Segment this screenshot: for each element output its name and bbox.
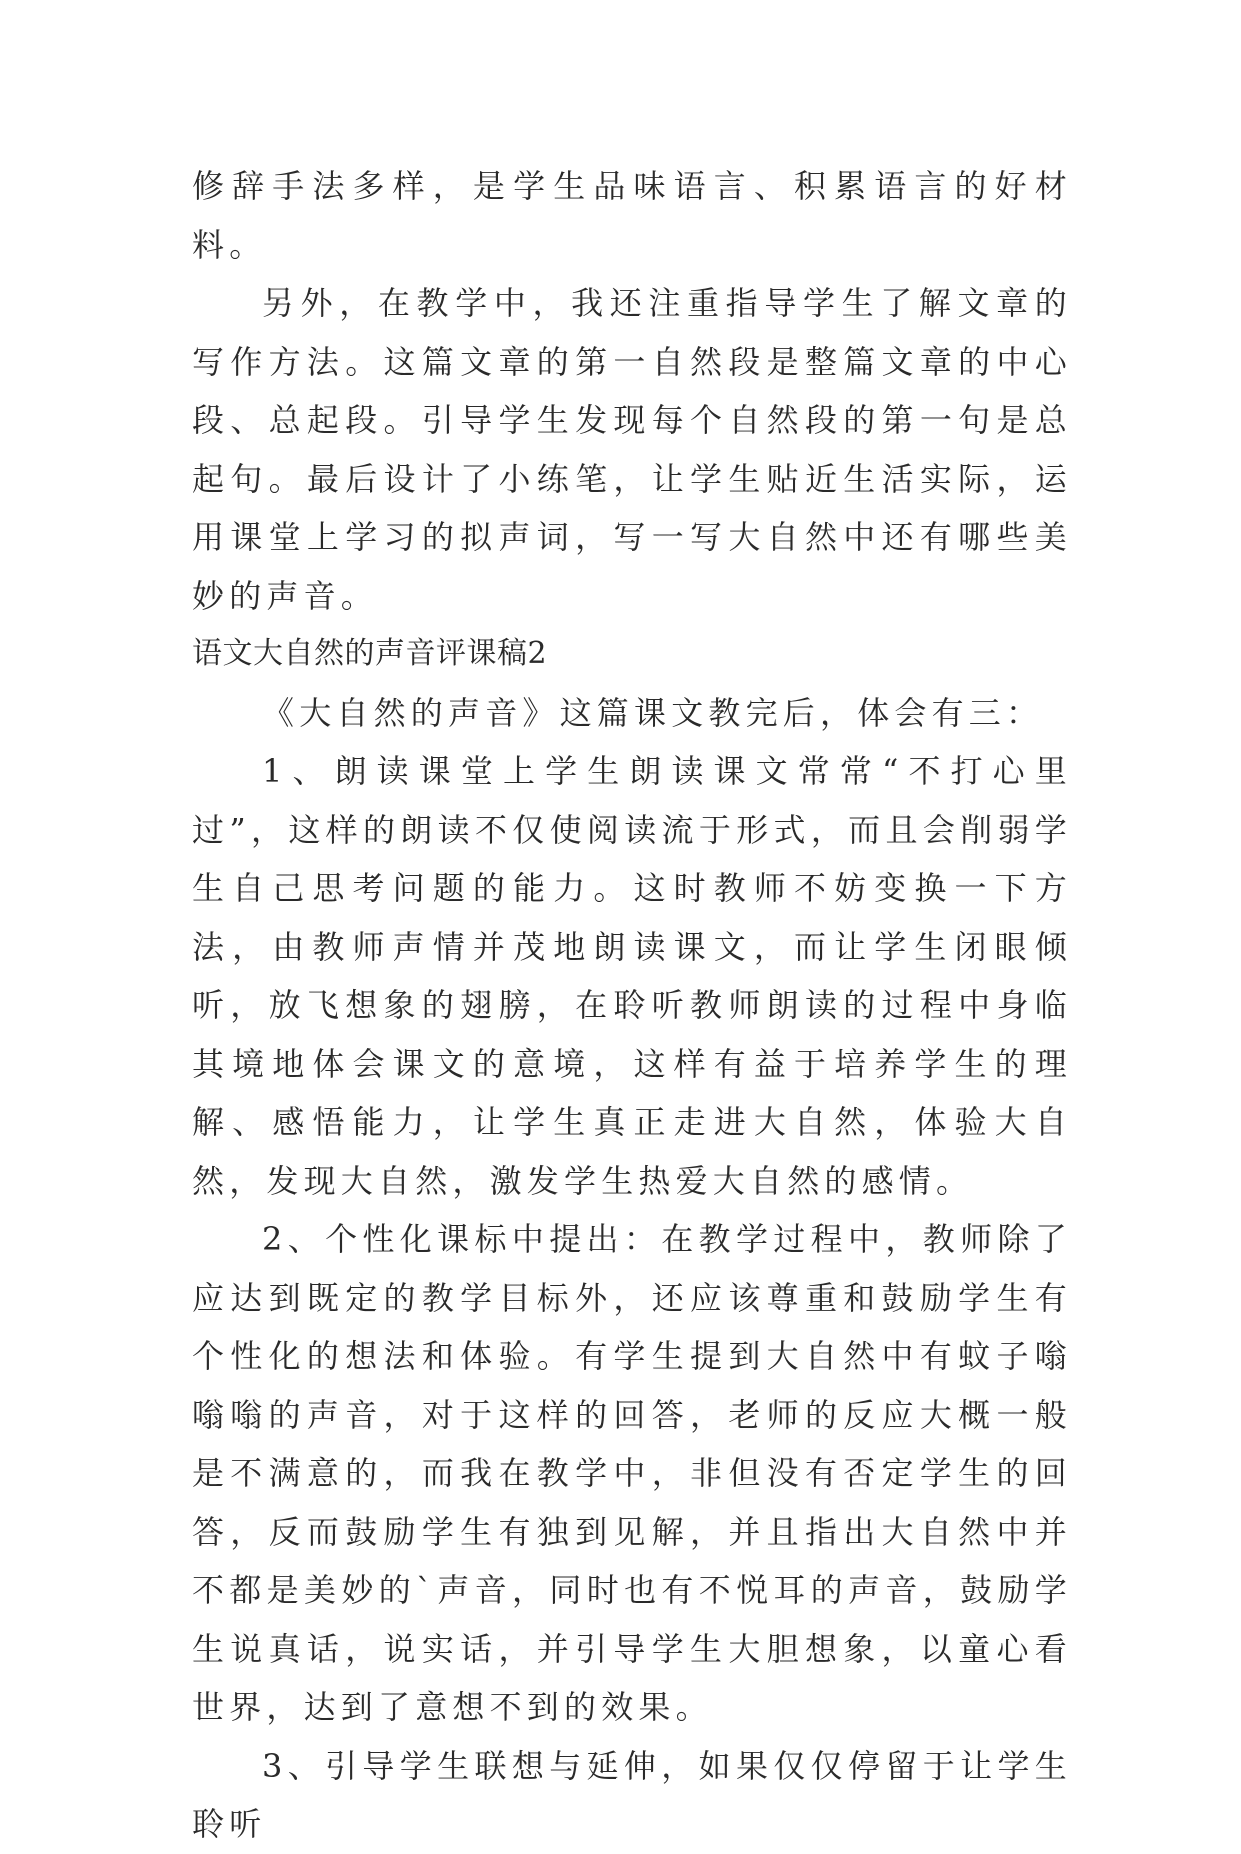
paragraph-rhetoric: 修辞手法多样，是学生品味语言、积累语言的好材料。 (192, 167, 1072, 264)
paragraph-point-3: 3、引导学生联想与延伸，如果仅仅停留于让学生聆听 (192, 1746, 1072, 1843)
paragraph-writing-method: 另外，在教学中，我还注重指导学生了解文章的写作方法。这篇文章的第一自然段是整篇文章的中心段、总起段。引导学生发现每个自然段的第一句是总起句。最后设计了小练笔，让学生贴近生活实际，运用课堂上学习的拟声词，写一写大自然中还有哪些美妙的声音。 (192, 284, 1072, 615)
paragraph-point-1: 1、朗读课堂上学生朗读课文常常“不打心里过”，这样的朗读不仅使阅读流于形式，而且会削弱学生自己思考问题的能力。这时教师不妨变换一下方法，由教师声情并茂地朗读课文，而让学生闭眼倾听，放飞想象的翅膀，在聆听教师朗读的过程中身临其境地体会课文的意境，这样有益于培养学生的理解、感悟能力，让学生真正走进大自然，体验大自然，发现大自然，激发学生热爱大自然的感情。 (192, 752, 1072, 1200)
paragraph-point-2: 2、个性化课标中提出：在教学过程中，教师除了应达到既定的教学目标外，还应该尊重和鼓励学生有个性化的想法和体验。有学生提到大自然中有蚊子嗡嗡嗡的声音，对于这样的回答，老师的反应大概一般是不满意的，而我在教学中，非但没有否定学生的回答，反而鼓励学生有独到见解，并且指出大自然中并不都是美妙的`声音，同时也有不悦耳的声音，鼓励学生说真话，说实话，并引导学生大胆想象，以童心看世界，达到了意想不到的效果。 (192, 1220, 1072, 1726)
paragraph-intro: 《大自然的声音》这篇课文教完后，体会有三： (262, 693, 1044, 732)
document-body (192, 157, 1072, 1854)
section-heading: 语文大自然的声音评课稿2 (192, 636, 548, 671)
